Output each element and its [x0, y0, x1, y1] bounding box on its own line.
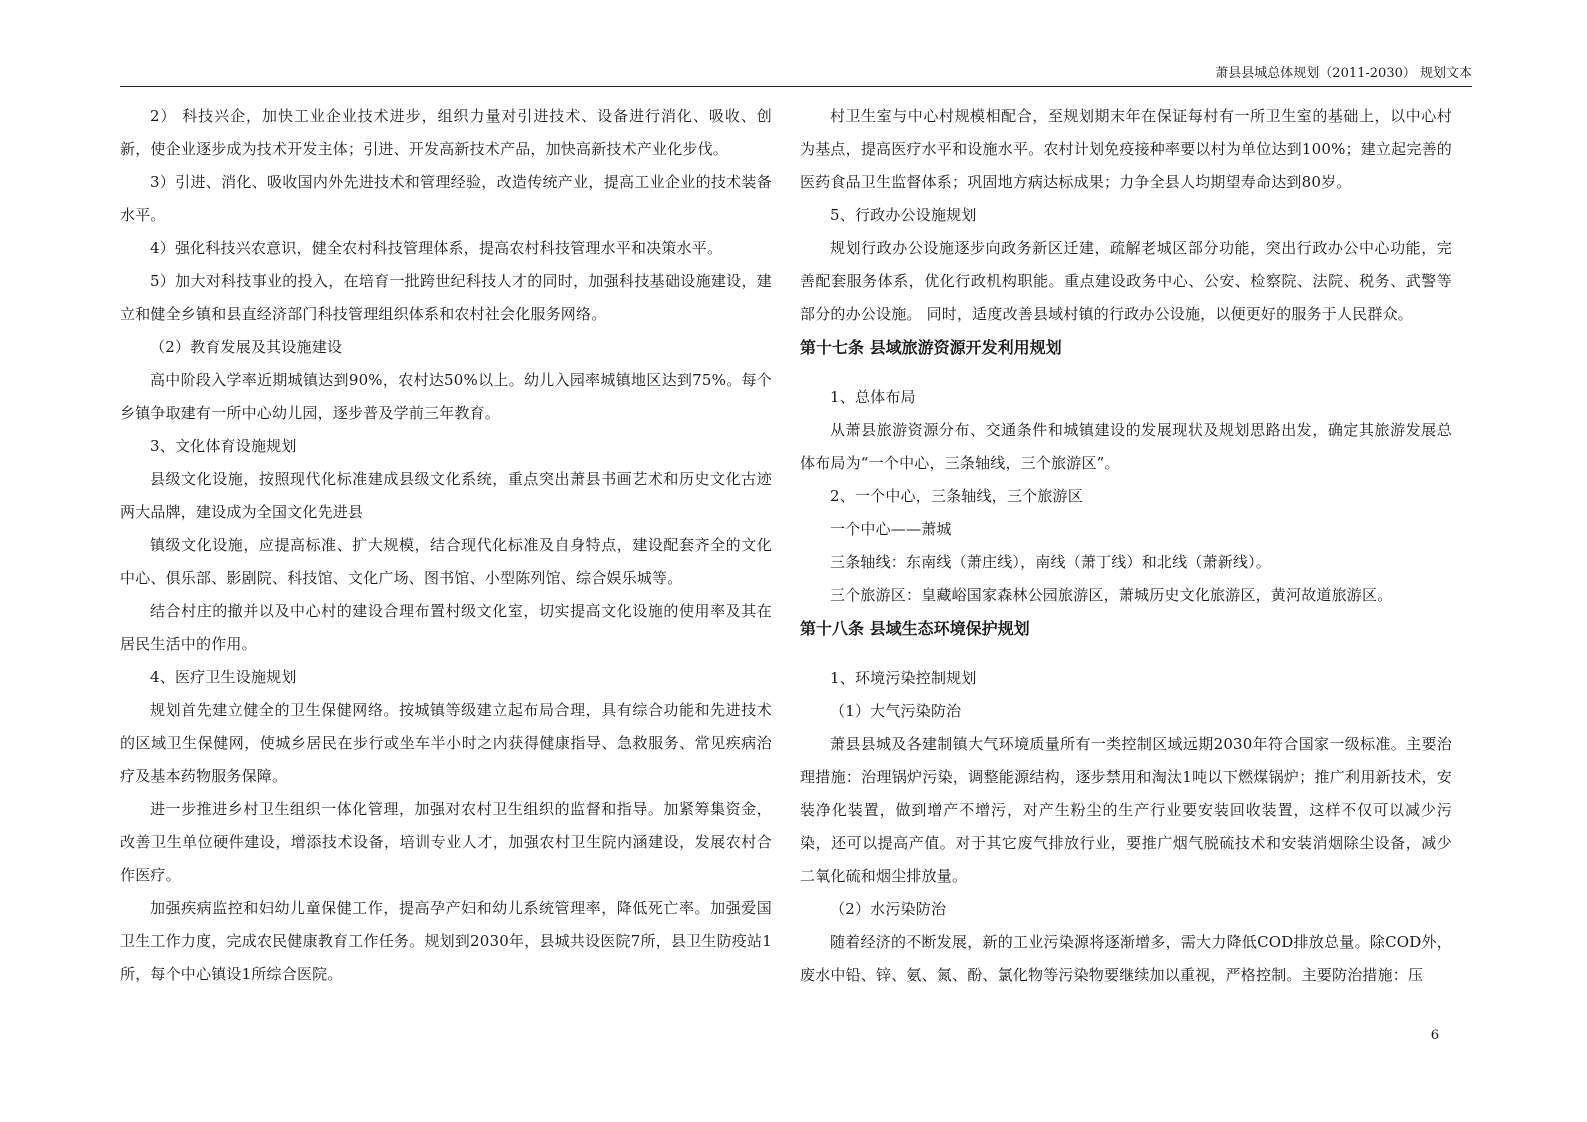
- right-column: [800, 100, 1452, 992]
- paragraph: 县级文化设施，按照现代化标准建成县级文化系统，重点突出萧县书画艺术和历史文化古迹两大品牌，建设成为全国文化先进县: [120, 470, 772, 521]
- paragraph: 从萧县旅游资源分布、交通条件和城镇建设的发展现状及规划思路出发，确定其旅游发展总体布局为“一个中心，三条轴线，三个旅游区”。: [800, 421, 1452, 472]
- paragraph: （2）水污染防治: [830, 900, 947, 918]
- paragraph: 规划行政办公设施逐步向政务新区迁建，疏解老城区部分功能，突出行政办公中心功能，完善配套服务体系，优化行政机构职能。重点建设政务中心、公安、检察院、法院、税务、武警等部分的办公设施。 同时，适度改善县域村镇的行政办公设施，以便更好的服务于人民群众。: [800, 239, 1452, 323]
- paragraph: 随着经济的不断发展，新的工业污染源将逐渐增多，需大力降低COD排放总量。除COD外，废水中铅、锌、氨、氮、酚、氯化物等污染物要继续加以重视，严格控制。主要防治措施：压: [800, 933, 1452, 984]
- running-header: [120, 64, 1472, 87]
- paragraph: 加强疾病监控和妇幼儿童保健工作，提高孕产妇和幼儿系统管理率，降低死亡率。加强爱国卫生工作力度，完成农民健康教育工作任务。规划到2030年，县城共设医院7所，县卫生防疫站1所，每个中心镇设1所综合医院。: [120, 899, 772, 983]
- paragraph: 3）引进、消化、吸收国内外先进技术和管理经验，改造传统产业，提高工业企业的技术装备水平。: [120, 173, 772, 224]
- paragraph: 村卫生室与中心村规模相配合，至规划期末年在保证每村有一所卫生室的基础上，以中心村为基点，提高医疗水平和设施水平。农村计划免疫接种率要以村为单位达到100%；建立起完善的医药食品卫生监督体系；巩固地方病达标成果；力争全县人均期望寿命达到80岁。: [800, 107, 1452, 191]
- paragraph: 3、文化体育设施规划: [150, 437, 297, 455]
- paragraph: 结合村庄的撤并以及中心村的建设合理布置村级文化室，切实提高文化设施的使用率及其在居民生活中的作用。: [120, 602, 772, 653]
- paragraph: 1、环境污染控制规划: [830, 669, 977, 687]
- paragraph: 4）强化科技兴农意识，健全农村科技管理体系，提高农村科技管理水平和决策水平。: [150, 239, 723, 257]
- paragraph: 4、医疗卫生设施规划: [150, 668, 297, 686]
- page-number: 6: [1430, 1028, 1439, 1043]
- paragraph: 三条轴线：东南线（萧庄线），南线（萧丁线）和北线（萧新线）。: [830, 553, 1272, 571]
- paragraph: 2） 科技兴企，加快工业企业技术进步，组织力量对引进技术、设备进行消化、吸收、创新，使企业逐步成为技术开发主体；引进、开发高新技术产品，加快高新技术产业化步伐。: [120, 107, 772, 158]
- paragraph: 5、行政办公设施规划: [830, 206, 977, 224]
- paragraph: 高中阶段入学率近期城镇达到90%，农村达50%以上。幼儿入园率城镇地区达到75%。每个乡镇争取建有一所中心幼儿园，逐步普及学前三年教育。: [120, 371, 772, 422]
- paragraph: 5）加大对科技事业的投入，在培育一批跨世纪科技人才的同时，加强科技基础设施建设，建立和健全乡镇和县直经济部门科技管理组织体系和农村社会化服务网络。: [120, 272, 772, 323]
- paragraph: 1、总体布局: [830, 388, 916, 406]
- left-column: [120, 100, 772, 991]
- paragraph: （1）大气污染防治: [830, 702, 962, 720]
- paragraph: 规划首先建立健全的卫生保健网络。按城镇等级建立起布局合理，具有综合功能和先进技术的区域卫生保健网，使城乡居民在步行或坐车半小时之内获得健康指导、急救服务、常见疾病治疗及基本药物服务保障。: [120, 701, 772, 785]
- paragraph: 萧县县城及各建制镇大气环境质量所有一类控制区域远期2030年符合国家一级标准。主要治理措施：治理锅炉污染，调整能源结构，逐步禁用和淘汰1吨以下燃煤锅炉；推广利用新技术，安装净化装置，做到增产不增污，对产生粉尘的生产行业要安装回收装置，这样不仅可以减少污染，还可以提高产值。对于其它废气排放行业，要推广烟气脱硫技术和安装消烟除尘设备，减少二氧化硫和烟尘排放量。: [800, 735, 1452, 885]
- paragraph: 进一步推进乡村卫生组织一体化管理，加强对农村卫生组织的监督和指导。加紧筹集资金，改善卫生单位硬件建设，增添技术设备，培训专业人才，加强农村卫生院内涵建设，发展农村合作医疗。: [120, 800, 772, 884]
- header-title: 萧县县城总体规划（2011-2030） 规划文本: [1215, 66, 1472, 81]
- section-heading: 第十八条 县域生态环境保护规划: [800, 619, 1030, 638]
- paragraph: （2）教育发展及其设施建设: [150, 338, 343, 356]
- section-heading: 第十七条 县域旅游资源开发利用规划: [800, 338, 1062, 357]
- paragraph: 三个旅游区：皇藏峪国家森林公园旅游区，萧城历史文化旅游区，黄河故道旅游区。: [830, 586, 1393, 604]
- paragraph: 一个中心——萧城: [830, 520, 952, 538]
- paragraph: 镇级文化设施，应提高标准、扩大规模，结合现代化标准及自身特点，建设配套齐全的文化中心、俱乐部、影剧院、科技馆、文化广场、图书馆、小型陈列馆、综合娱乐城等。: [120, 536, 772, 587]
- paragraph: 2、一个中心，三条轴线，三个旅游区: [830, 487, 1083, 505]
